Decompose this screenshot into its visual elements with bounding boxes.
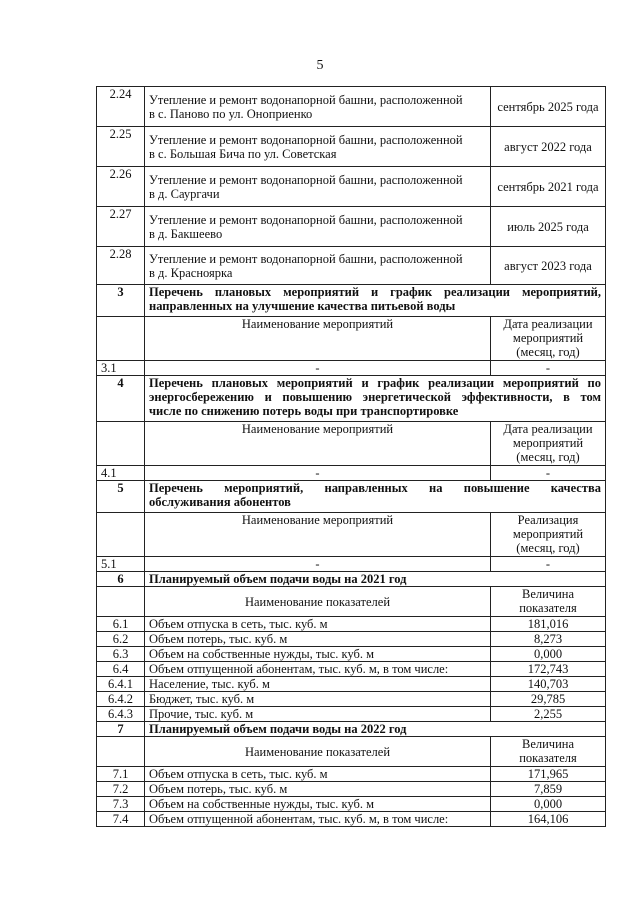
indicator-name: Объем отпуска в сеть, тыс. куб. м [145,767,491,782]
table-row [97,617,606,632]
row-number: 7.2 [97,782,145,797]
table-row [97,692,606,707]
measure-name: - [145,466,491,481]
row-number: 3.1 [97,361,145,376]
indicator-name: Бюджет, тыс. куб. м [145,692,491,707]
column-header-row [97,737,606,767]
row-number: 6.4 [97,662,145,677]
measure-name: Утепление и ремонт водонапорной башни, расположенной в с. Большая Бича по ул. Советская [145,127,491,167]
table-row [97,247,606,285]
row-number: 6.3 [97,647,145,662]
indicator-value: 8,273 [491,632,606,647]
indicator-value: 171,965 [491,767,606,782]
indicator-name: Объем на собственные нужды, тыс. куб. м [145,797,491,812]
table-row [97,662,606,677]
table-row [97,127,606,167]
row-number: 6.2 [97,632,145,647]
indicator-value: 140,703 [491,677,606,692]
table-row [97,707,606,722]
indicator-name: Объем на собственные нужды, тыс. куб. м [145,647,491,662]
section-title: Перечень плановых мероприятий и график реализации мероприятий по энергосбережению и повышению энергетической эффективности, в том числе по снижению потерь воды при транспортировке [145,376,606,422]
indicator-value: 0,000 [491,797,606,812]
indicator-name: Объем отпущенной абонентам, тыс. куб. м, в том числе: [145,812,491,827]
table-row [97,812,606,827]
indicator-value: 0,000 [491,647,606,662]
table-row [97,466,606,481]
measure-name: Утепление и ремонт водонапорной башни, расположенной в с. Паново по ул. Оноприенко [145,87,491,127]
column-header-date: Дата реализации мероприятий (месяц, год) [491,422,606,466]
section-number: 5 [97,481,145,513]
indicator-name: Население, тыс. куб. м [145,677,491,692]
section-header-row [97,376,606,422]
column-header-name: Наименование мероприятий [145,317,491,361]
table-row [97,782,606,797]
indicator-value: 29,785 [491,692,606,707]
column-header-name: Наименование показателей [145,587,491,617]
row-number: 2.28 [97,247,145,285]
row-number: 6.4.1 [97,677,145,692]
table-row [97,647,606,662]
measures-table [96,86,606,827]
column-header-row [97,587,606,617]
row-number: 2.26 [97,167,145,207]
row-number: 6.4.2 [97,692,145,707]
section-header-row [97,285,606,317]
column-header-row [97,317,606,361]
indicator-value: 181,016 [491,617,606,632]
table-row [97,361,606,376]
table-row [97,767,606,782]
indicator-value: 7,859 [491,782,606,797]
measure-name: Утепление и ремонт водонапорной башни, расположенной в д. Красноярка [145,247,491,285]
implementation-date: август 2022 года [491,127,606,167]
measure-name: - [145,557,491,572]
table-row [97,207,606,247]
implementation-date: - [491,466,606,481]
column-header-name: Наименование мероприятий [145,513,491,557]
table-row [97,557,606,572]
row-number: 7.1 [97,767,145,782]
table-row [97,632,606,647]
section-number: 4 [97,376,145,422]
measure-name: - [145,361,491,376]
section-header-row [97,481,606,513]
row-number: 2.25 [97,127,145,167]
indicator-name: Прочие, тыс. куб. м [145,707,491,722]
column-header-date: Дата реализации мероприятий (месяц, год) [491,317,606,361]
column-header-value: Величина показателя [491,737,606,767]
row-number: 6.1 [97,617,145,632]
column-header-name: Наименование показателей [145,737,491,767]
section-header-row [97,722,606,737]
row-number: 2.24 [97,87,145,127]
implementation-date: - [491,557,606,572]
row-number: 4.1 [97,466,145,481]
section-title: Перечень плановых мероприятий и график реализации мероприятий, направленных на улучшение качества питьевой воды [145,285,606,317]
column-header-name: Наименование мероприятий [145,422,491,466]
indicator-value: 2,255 [491,707,606,722]
indicator-name: Объем отпущенной абонентам, тыс. куб. м, в том числе: [145,662,491,677]
measure-name: Утепление и ремонт водонапорной башни, расположенной в д. Саургачи [145,167,491,207]
section-title: Планируемый объем подачи воды на 2021 год [145,572,606,587]
row-number: 7.3 [97,797,145,812]
implementation-date: - [491,361,606,376]
indicator-name: Объем отпуска в сеть, тыс. куб. м [145,617,491,632]
section-number: 7 [97,722,145,737]
measure-name: Утепление и ремонт водонапорной башни, расположенной в д. Бакшеево [145,207,491,247]
section-header-row [97,572,606,587]
page-number: 5 [316,58,324,73]
table-row [97,797,606,812]
column-header-value: Величина показателя [491,587,606,617]
column-header-date: Реализация мероприятий (месяц, год) [491,513,606,557]
section-number: 3 [97,285,145,317]
implementation-date: август 2023 года [491,247,606,285]
row-number: 6.4.3 [97,707,145,722]
column-header-row [97,513,606,557]
column-header-row [97,422,606,466]
indicator-name: Объем потерь, тыс. куб. м [145,632,491,647]
indicator-value: 172,743 [491,662,606,677]
table-row [97,87,606,127]
implementation-date: сентябрь 2021 года [491,167,606,207]
implementation-date: июль 2025 года [491,207,606,247]
section-title: Планируемый объем подачи воды на 2022 год [145,722,606,737]
row-number: 5.1 [97,557,145,572]
indicator-value: 164,106 [491,812,606,827]
section-title: Перечень мероприятий, направленных на повышение качества обслуживания абонентов [145,481,606,513]
indicator-name: Объем потерь, тыс. куб. м [145,782,491,797]
table-row [97,677,606,692]
row-number: 7.4 [97,812,145,827]
row-number: 2.27 [97,207,145,247]
section-number: 6 [97,572,145,587]
table-row [97,167,606,207]
implementation-date: сентябрь 2025 года [491,87,606,127]
